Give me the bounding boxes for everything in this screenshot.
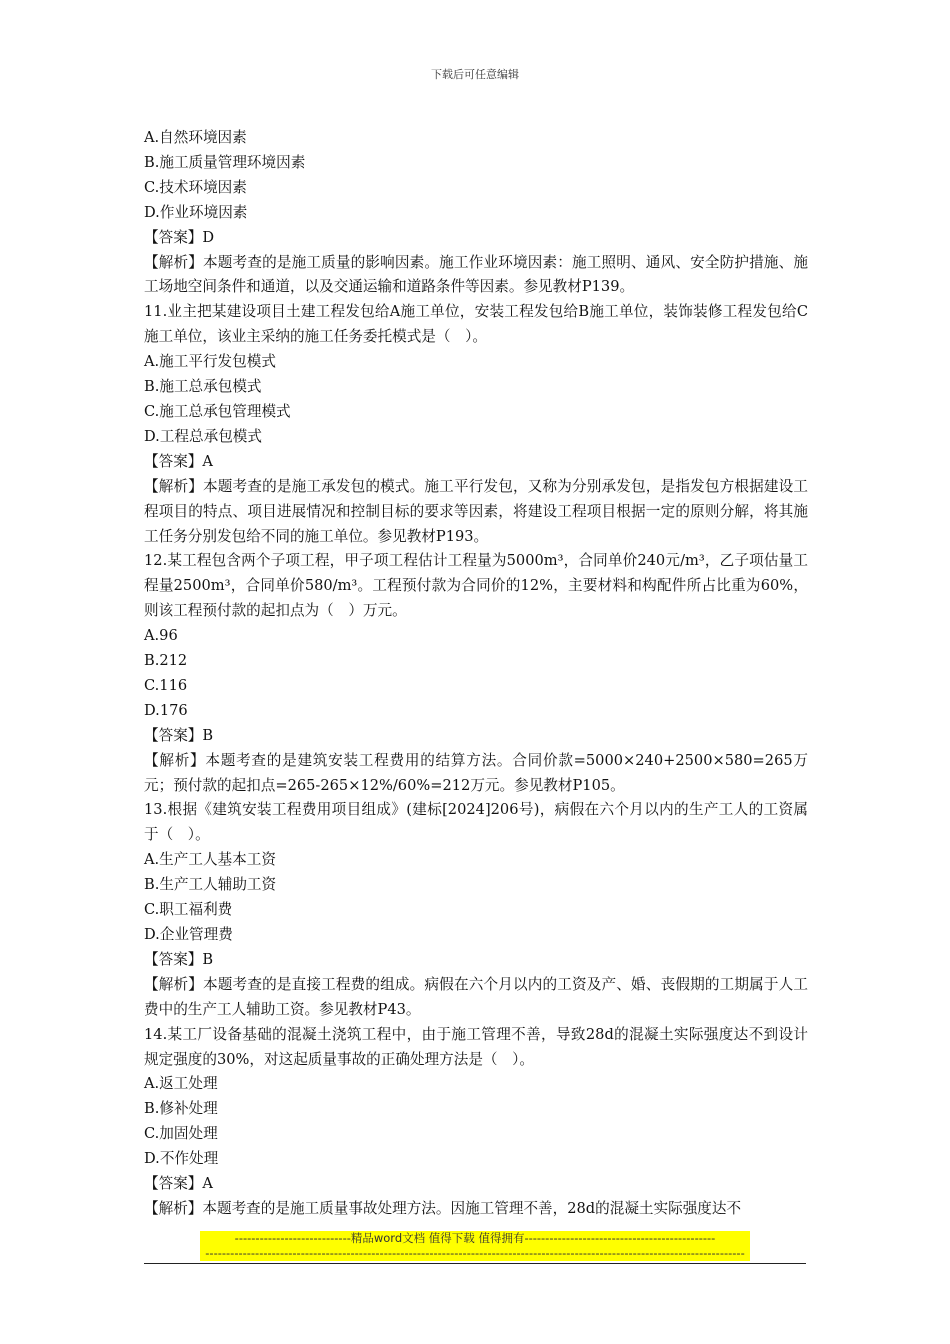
text-line: D.不作处理 (144, 1150, 219, 1168)
footer-banner (200, 1231, 750, 1261)
text-line: A.生产工人基本工资 (144, 851, 276, 869)
text-line: D.176 (144, 701, 188, 719)
text-line: A.返工处理 (144, 1075, 218, 1093)
text-line: D.作业环境因素 (144, 203, 248, 221)
paragraph: 13.根据《建筑安装工程费用项目组成》(建标[2024]206号)，病假在六个月以内的生产工人的工资属于（ ）。 (144, 801, 808, 844)
text-line: 【答案】D (144, 228, 215, 246)
text-line: C.施工总承包管理模式 (144, 402, 291, 420)
text-line: C.职工福利费 (144, 901, 233, 919)
footer-rule (144, 1263, 806, 1264)
paragraph: 11.业主把某建设项目土建工程发包给A施工单位，安装工程发包给B施工单位，装饰装修工程发包给C施工单位，该业主采纳的施工任务委托模式是（ ）。 (144, 303, 808, 346)
text-line: C.加固处理 (144, 1125, 218, 1143)
text-line: C.116 (144, 676, 188, 694)
text-line: 【答案】A (144, 452, 213, 470)
paragraph: 14.某工厂设备基础的混凝土浇筑工程中，由于施工管理不善，导致28d的混凝土实际强度达不到设计规定强度的30%，对这起质量事故的正确处理方法是（ ）。 (144, 1025, 808, 1068)
paragraph: 12.某工程包含两个子项工程，甲子项工程估计工程量为5000m³，合同单价240元/m³，乙子项估量工程量2500m³，合同单价580/m³。工程预付款为合同价的12%，主要材料和构配件所占比重为60%，则该工程预付款的起扣点为（ ）万元。 (144, 552, 808, 620)
text-line: D.工程总承包模式 (144, 427, 262, 445)
text-line: B.212 (144, 652, 188, 670)
paragraph: 【解析】本题考查的是直接工程费的组成。病假在六个月以内的工资及产、婚、丧假期的工期属于人工费中的生产工人辅助工资。参见教材P43。 (144, 975, 808, 1018)
footer-banner-line-1: ----------------------------精品word文档 值得下载 值得拥有---------------------------------------------- (234, 1231, 716, 1245)
text-line: 【答案】B (144, 726, 214, 744)
text-line: 【答案】B (144, 950, 214, 968)
text-line: 【答案】A (144, 1175, 213, 1193)
text-line: B.修补处理 (144, 1100, 218, 1118)
text-line: A.自然环境因素 (144, 129, 247, 146)
text-line: A.96 (144, 627, 178, 645)
text-line: C.技术环境因素 (144, 178, 247, 196)
document-body (144, 126, 808, 1222)
footer-banner-line-2: ---------------------------------------------------------------------------------------------------------------------------------- (205, 1246, 745, 1260)
text-line: A.施工平行发包模式 (144, 353, 276, 371)
header-note: 下载后可任意编辑 (431, 68, 519, 81)
text-line: B.生产工人辅助工资 (144, 876, 277, 894)
text-line: B.施工总承包模式 (144, 378, 262, 396)
paragraph: 【解析】本题考查的是建筑安装工程费用的结算方法。合同价款=5000×240+2500×580=265万元；预付款的起扣点=265-265×12%/60%=212万元。参见教材P105。 (144, 751, 808, 794)
text-line: D.企业管理费 (144, 926, 233, 943)
paragraph: 【解析】本题考查的是施工质量的影响因素。施工作业环境因素：施工照明、通风、安全防护措施、施工场地空间条件和通道，以及交通运输和道路条件等因素。参见教材P139。 (144, 253, 808, 296)
text-line: B.施工质量管理环境因素 (144, 153, 306, 171)
paragraph: 【解析】本题考查的是施工质量事故处理方法。因施工管理不善，28d的混凝土实际强度达不 (144, 1199, 742, 1217)
paragraph: 【解析】本题考查的是施工承发包的模式。施工平行发包，又称为分别承发包，是指发包方根据建设工程项目的特点、项目进展情况和控制目标的要求等因素，将建设工程项目根据一定的原则分解，将其施工任务分别发包给不同的施工单位。参见教材P193。 (144, 477, 808, 545)
